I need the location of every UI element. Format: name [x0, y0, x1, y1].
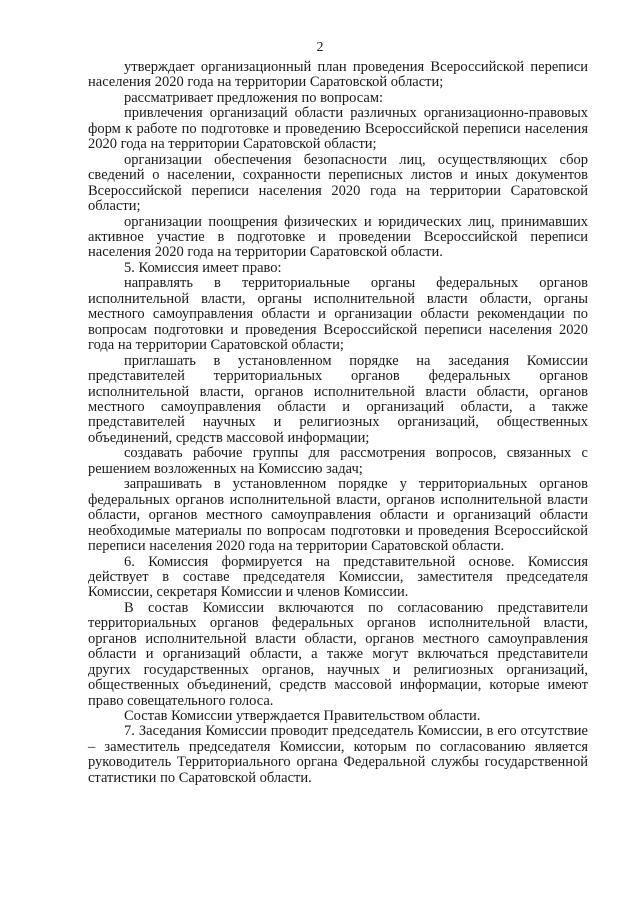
paragraph-section-7-meetings: 7. Заседания Комиссии проводит председатель Комиссии, в его отсутствие – заместитель председателя Комиссии, которым по согласованию является руководитель Территориального органа Федеральной службы государственной статистики по Саратовской области. — [88, 723, 588, 786]
document-body — [88, 60, 588, 786]
paragraph-involving-organizations: привлечения организаций области различных организационно-правовых форм к работе по подготовке и проведению Всероссийской переписи населения 2020 года на территории Саратовской области; — [88, 105, 588, 153]
paragraph-section-5-heading: 5. Комиссия имеет право: — [124, 259, 282, 276]
paragraph-considers-proposals: рассматривает предложения по вопросам: — [124, 89, 384, 106]
paragraph-send-recommendations: направлять в территориальные органы федеральных органов исполнительной власти, органы исполнительной власти области, органы местного самоуправления области и организации области рекомендации по вопросам подготовки и проведения Всероссийской переписи населения 2020 года на территории Саратовской области; — [88, 275, 588, 354]
paragraph-commission-membership: В состав Комиссии включаются по согласованию представители территориальных органов федеральных органов исполнительной власти, органов исполнительной власти области, органов местного самоуправления области и организаций области, а также могут включаться представители других государственных органов, научных и религиозных организаций, общественных объединений, средств массовой информации, которые имеют право совещательного голоса. — [88, 599, 588, 709]
paragraph-composition-approval: Состав Комиссии утверждается Правительством области. — [124, 708, 481, 725]
paragraph-approves-plan: утверждает организационный план проведения Всероссийской переписи населения 2020 года на территории Саратовской области; — [88, 59, 588, 91]
paragraph-create-working-groups: создавать рабочие группы для рассмотрения вопросов, связанных с решением возложенных на Комиссию задач; — [88, 445, 588, 477]
paragraph-section-6-formation: 6. Комиссия формируется на представительной основе. Комиссия действует в составе председателя Комиссии, заместителя председателя Комиссии, секретаря Комиссии и членов Комиссии. — [88, 553, 588, 601]
page-number: 2 — [316, 40, 324, 55]
paragraph-encouraging-participants: организации поощрения физических и юридических лиц, принимавших активное участие в подготовке и проведении Всероссийской переписи населения 2020 года на территории Саратовской области. — [88, 213, 588, 261]
paragraph-ensuring-safety: организации обеспечения безопасности лиц, осуществляющих сбор сведений о населении, сохранности переписных листов и иных документов Всероссийской переписи населения 2020 года на территории Саратовской области; — [88, 151, 588, 215]
paragraph-request-materials: запрашивать в установленном порядке у территориальных органов федеральных органов исполнительной власти, органов исполнительной власти области, органов местного самоуправления области и организаций области необходимые материалы по вопросам подготовки и проведения Всероссийской переписи населения 2020 года на территории Саратовской области. — [88, 476, 588, 555]
paragraph-invite-representatives: приглашать в установленном порядке на заседания Комиссии представителей территориальных органов федеральных органов исполнительной власти, органов исполнительной власти области, органов местного самоуправления области и организаций области, а также представителей научных и религиозных организаций, общественных объединений, средств массовой информации; — [88, 352, 588, 446]
